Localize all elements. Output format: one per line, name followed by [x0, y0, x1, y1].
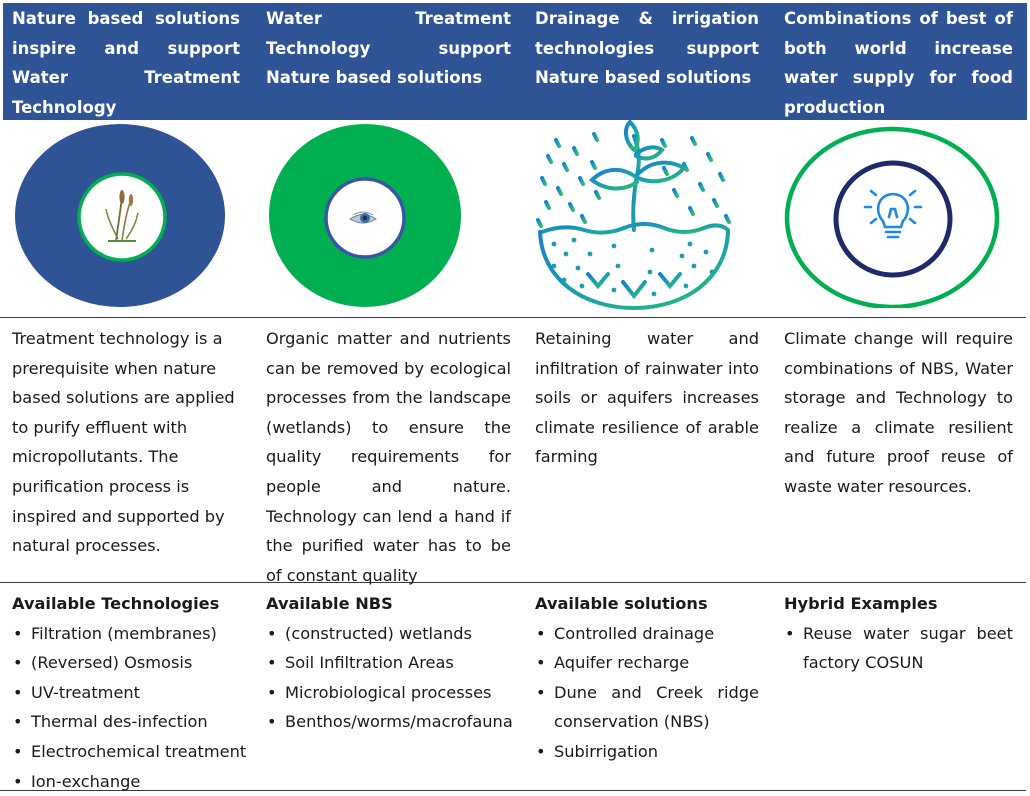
list-item: • Thermal des-infection	[12, 707, 252, 737]
list-solutions	[535, 589, 759, 767]
header-cell-1: Nature based solutions inspire and support Water Treatment Technology	[12, 9, 240, 117]
description-4: Climate change will require combinations of NBS, Water storage and Technology to realize a climate resilient and future proof reuse of waste water resources.	[784, 329, 1013, 496]
divider-middle	[0, 582, 1026, 583]
list-item: • Electrochemical treatment	[12, 737, 252, 767]
list-title: Available NBS	[266, 594, 393, 613]
description-2: Organic matter and nutrients can be removed by ecological processes from the landscape (wetlands) to ensure the quality requirements for people and nature. Technology can lend a hand if the purified water has to be of constant quality	[266, 329, 511, 585]
list-item: • Dune and Creek ridge conservation (NBS)	[535, 678, 759, 737]
list-nbs	[266, 589, 516, 737]
list-item: • Controlled drainage	[535, 619, 759, 649]
description-3: Retaining water and infiltration of rainwater into soils or aquifers increases climate resilience of arable farming	[535, 329, 759, 467]
list-item: • Microbiological processes	[266, 678, 516, 708]
list-item: • Benthos/worms/macrofauna	[266, 707, 516, 737]
header-cell-3: Drainage & irrigation technologies support Nature based solutions	[535, 9, 759, 88]
seedling-soil-icon	[534, 120, 734, 319]
divider-top	[0, 317, 1026, 318]
list-item: • Aquifer recharge	[535, 648, 759, 678]
list-technologies	[12, 589, 252, 796]
list-item: • UV-treatment	[12, 678, 252, 708]
list-title: Hybrid Examples	[784, 594, 938, 613]
header-cell-2: Water Treatment Technology support Nature based solutions	[266, 9, 511, 88]
list-item: • (Reversed) Osmosis	[12, 648, 252, 678]
list-item: • Soil Infiltration Areas	[266, 648, 516, 678]
list-item: • Reuse water sugar beet factory COSUN	[784, 619, 1013, 678]
list-item: • Filtration (membranes)	[12, 619, 252, 649]
header-cell-4: Combinations of best of both world increase water supply for food production	[784, 9, 1013, 117]
lightbulb-icon	[784, 123, 1000, 312]
eye-icon	[268, 123, 462, 312]
list-item: • Ion-exchange	[12, 767, 252, 796]
list-hybrid	[784, 589, 1013, 678]
list-title: Available solutions	[535, 594, 708, 613]
list-item: • Subirrigation	[535, 737, 759, 767]
icon-row	[0, 120, 1030, 317]
description-1: Treatment technology is a prerequisite when nature based solutions are applied to purify effluent with micropollutants. The purification process is inspired and supported by natural processes.	[12, 329, 235, 556]
list-item: • (constructed) wetlands	[266, 619, 516, 649]
list-title: Available Technologies	[12, 594, 220, 613]
reed-plant-icon	[14, 123, 226, 312]
